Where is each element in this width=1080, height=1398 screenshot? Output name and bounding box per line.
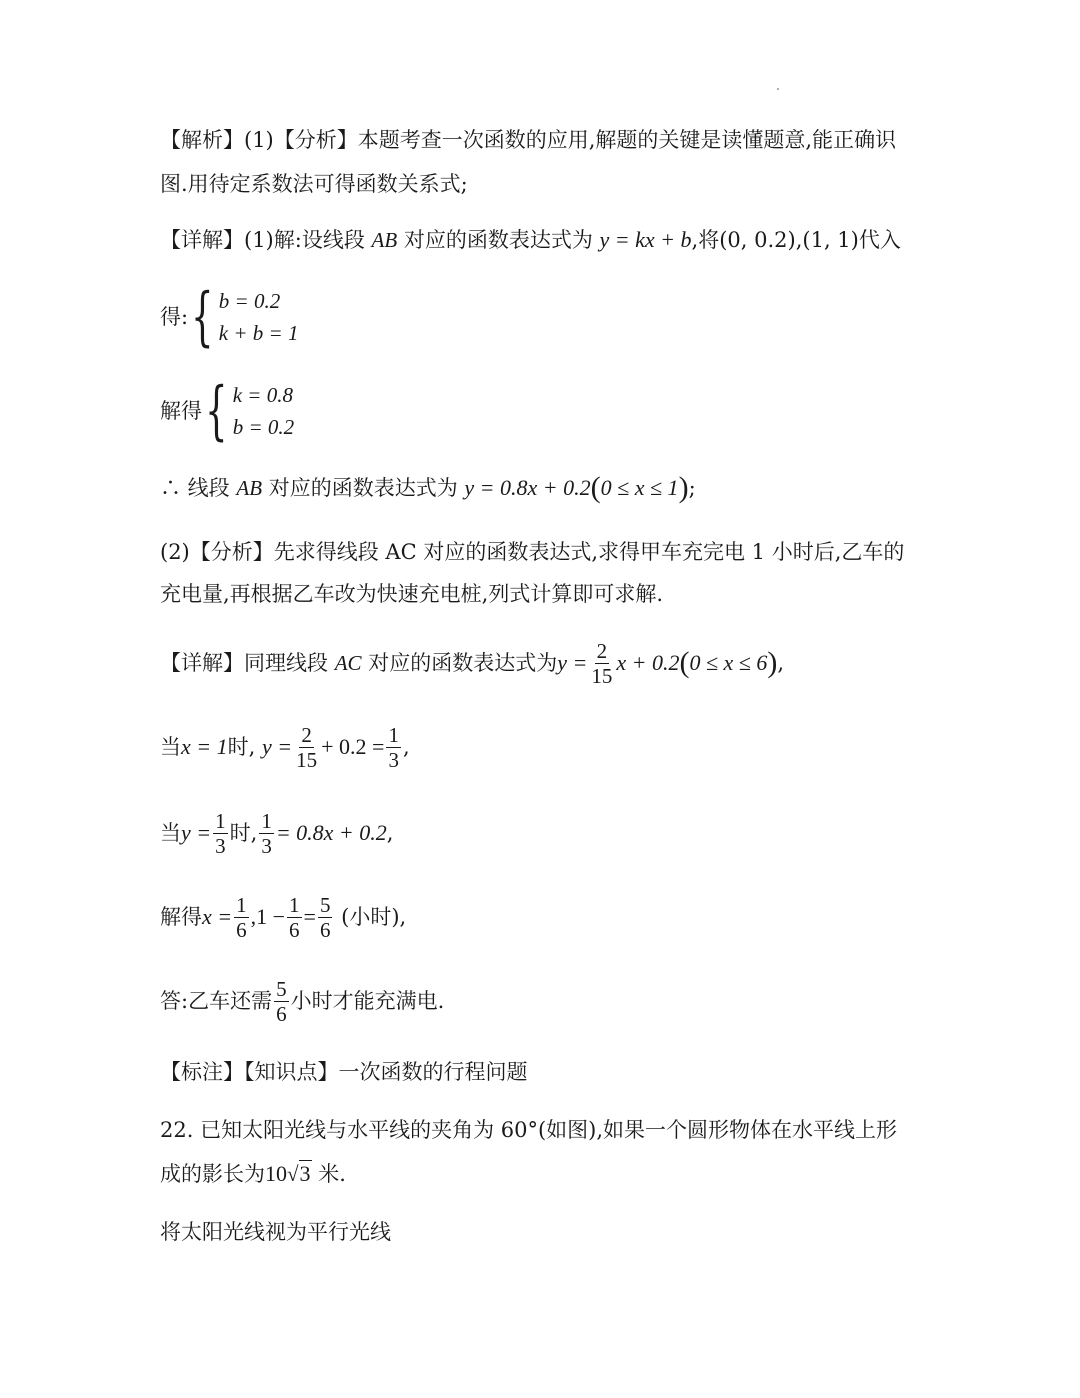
equation-system-2: 解得 { k = 0.8 b = 0.2 [160,374,295,448]
fraction: $\frac{1}{6}$ [289,892,300,942]
system-brace: { b = 0.2 k + b = 1 [191,280,299,354]
analysis-line-1: 【解析】(1)【分析】本题考查一次函数的应用,解题的关键是读懂题意,能正确识 [160,128,897,152]
fraction: $\frac{2}{15}$ [296,722,318,772]
problem-22-line-3: 将太阳光线视为平行光线 [160,1220,391,1244]
equation-system-1: 得: { b = 0.2 k + b = 1 [160,280,299,354]
fraction: $\frac{1}{6}$ [236,892,247,942]
fraction: $\frac{1}{3}$ [388,722,399,772]
analysis-2-line-1: (2)【分析】先求得线段 AC 对应的函数表达式,求得甲车充完电 1 小时后,乙车的 [160,540,905,564]
fraction: $\frac{1}{3}$ [215,808,226,858]
calc-line-1: 当 x = 1 时, y = $\frac{2}{15}$ + 0.2 = $\frac{1}{3}$ , [160,722,410,772]
calc-line-2: 当 y = $\frac{1}{3}$ 时, $\frac{1}{3}$ = 0.8x + 0.2 , [160,808,394,858]
fraction: $\frac{5}{6}$ [319,892,331,942]
problem-22-line-1: 22. 已知太阳光线与水平线的夹角为 60°(如图),如果一个圆形物体在水平线上形 [160,1118,898,1142]
calc-line-3: 解得 x = $\frac{1}{6}$ ,1 − $\frac{1}{6}$ = $\frac{5}{6}$ (小时), [160,892,407,942]
system-brace: { k = 0.8 b = 0.2 [205,374,295,448]
detail-line-2: 【详解】同理线段 AC 对应的函数表达式为 y = $\frac{2}{15}$ x + 0.2 ( 0 ≤ x ≤ 6 ) , [160,638,785,688]
fraction: $\frac{5}{6}$ [276,976,287,1026]
analysis-2-line-2: 充电量,再根据乙车改为快速充电桩,列式计算即可求解. [160,582,664,606]
sqrt-symbol: √3 [287,1161,311,1186]
detail-line-1: 【详解】(1)解:设线段 AB 对应的函数表达式为 y = kx + b ,将(0, 0.2),(1, 1)代入 [160,227,901,252]
analysis-line-2: 图.用待定系数法可得函数关系式; [160,172,468,196]
fraction: $\frac{2}{15}$ [591,638,613,688]
fraction: $\frac{1}{3}$ [261,808,272,858]
conclusion-line-1: ∴ 线段 AB 对应的函数表达式为 y = 0.8x + 0.2 ( 0 ≤ x ≤ 1 ) ; [160,471,696,504]
answer-line: 答:乙车还需 $\frac{5}{6}$ 小时才能充满电. [160,976,445,1026]
scan-dot [777,88,779,90]
tag-line: 【标注】【知识点】一次函数的行程问题 [160,1060,528,1084]
problem-22-line-2: 成的影长为 10 √3 米. [160,1161,346,1186]
